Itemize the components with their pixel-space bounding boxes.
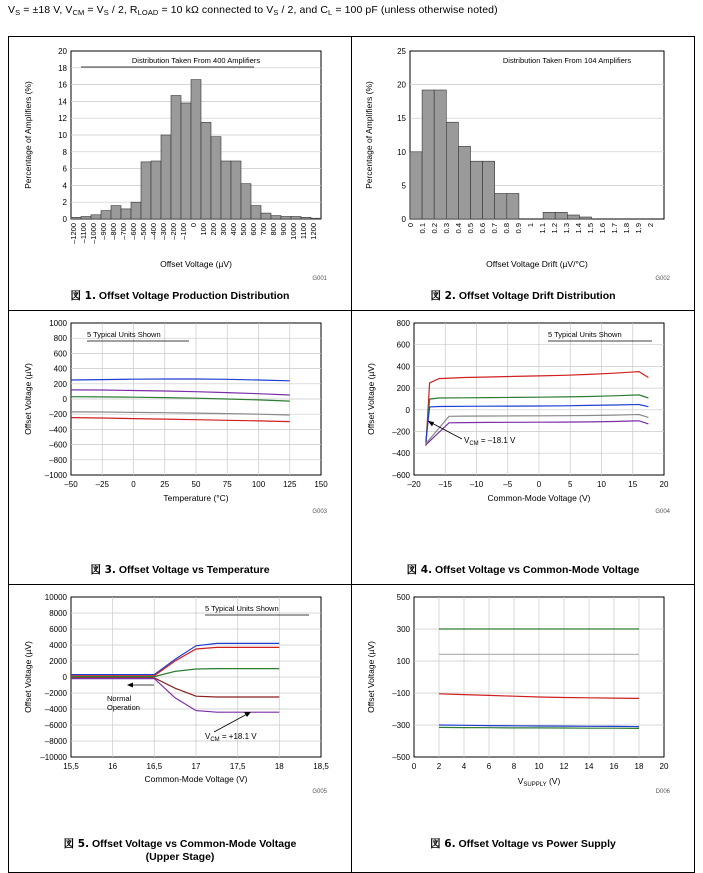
svg-text:–4000: –4000 xyxy=(44,705,67,715)
svg-text:15: 15 xyxy=(628,480,638,490)
chart-g005-callout-2: $V_{CM} = +18.1$ V xyxy=(205,732,257,744)
figure-cell-2 xyxy=(352,37,695,311)
svg-text:–200: –200 xyxy=(392,427,410,437)
svg-text:4000: 4000 xyxy=(49,641,67,651)
figure-caption-2 xyxy=(352,287,694,310)
figure-caption-6 xyxy=(352,835,694,858)
figure-title-4: Offset Voltage vs Common-Mode Voltage xyxy=(434,564,640,577)
svg-text:25: 25 xyxy=(397,47,406,56)
chart-g004 xyxy=(352,311,694,561)
svg-text:600: 600 xyxy=(396,340,410,350)
svg-text:–600: –600 xyxy=(129,223,138,240)
svg-text:14: 14 xyxy=(58,97,67,107)
svg-text:4: 4 xyxy=(461,762,467,772)
figure-cell-5 xyxy=(9,585,352,872)
svg-text:–8000: –8000 xyxy=(44,737,67,747)
figure-caption-1 xyxy=(9,287,351,310)
svg-text:–6000: –6000 xyxy=(44,721,67,731)
chart-g003-id: G003 xyxy=(312,509,327,516)
svg-text:2: 2 xyxy=(436,762,442,772)
svg-text:0: 0 xyxy=(189,223,198,228)
svg-text:8: 8 xyxy=(62,147,67,157)
svg-text:8: 8 xyxy=(511,762,517,772)
svg-text:–100: –100 xyxy=(179,223,188,240)
figure-number-1: 図 1. xyxy=(70,290,96,302)
svg-text:1.3: 1.3 xyxy=(562,223,571,234)
svg-text:0: 0 xyxy=(536,480,542,490)
figure-title-6: Offset Voltage vs Power Supply xyxy=(458,838,616,851)
svg-text:–700: –700 xyxy=(119,223,128,240)
svg-text:2: 2 xyxy=(646,223,655,228)
svg-text:1.4: 1.4 xyxy=(574,223,583,234)
svg-text:15: 15 xyxy=(397,114,406,124)
svg-text:6000: 6000 xyxy=(49,625,67,635)
chart-g002-xlabel: Offset Voltage Drift (µV/°C) xyxy=(486,259,588,269)
svg-text:6: 6 xyxy=(62,164,67,174)
chart-g005-callout-1b: Operation xyxy=(107,703,140,713)
figure-title-3: Offset Voltage vs Temperature xyxy=(118,564,270,577)
svg-text:20: 20 xyxy=(659,762,669,772)
svg-text:100: 100 xyxy=(199,223,208,236)
svg-text:0.3: 0.3 xyxy=(442,223,451,234)
svg-text:1000: 1000 xyxy=(289,223,298,240)
svg-text:1.6: 1.6 xyxy=(598,223,607,234)
svg-text:–15: –15 xyxy=(438,480,452,490)
svg-text:Offset Voltage (µV): Offset Voltage (µV) xyxy=(23,641,33,714)
svg-text:1.7: 1.7 xyxy=(610,223,619,234)
svg-text:15,5: 15,5 xyxy=(63,762,79,772)
svg-text:–10000: –10000 xyxy=(40,753,67,763)
svg-text:–900: –900 xyxy=(99,223,108,240)
svg-text:0: 0 xyxy=(406,223,415,228)
svg-text:0.7: 0.7 xyxy=(490,223,499,234)
svg-text:1000: 1000 xyxy=(49,319,67,329)
svg-text:10: 10 xyxy=(597,480,606,490)
figure-grid xyxy=(8,36,695,873)
chart-d006-id: D006 xyxy=(655,789,670,796)
svg-text:–600: –600 xyxy=(49,440,67,450)
svg-text:–400: –400 xyxy=(49,425,67,435)
figure-cell-6 xyxy=(352,585,695,872)
chart-g004-svg xyxy=(352,311,694,521)
svg-text:–300: –300 xyxy=(392,721,410,731)
svg-text:25: 25 xyxy=(160,480,170,490)
chart-g002-annotation: Distribution Taken From 104 Amplifiers xyxy=(502,56,632,65)
svg-text:17: 17 xyxy=(191,762,201,772)
svg-text:12: 12 xyxy=(559,762,569,772)
svg-text:–800: –800 xyxy=(49,455,67,465)
svg-text:600: 600 xyxy=(249,223,258,236)
figure-cell-3 xyxy=(9,311,352,585)
svg-text:900: 900 xyxy=(279,223,288,236)
svg-text:–500: –500 xyxy=(392,753,410,763)
svg-text:200: 200 xyxy=(209,223,218,236)
svg-text:–2000: –2000 xyxy=(44,689,67,699)
svg-text:17,5: 17,5 xyxy=(229,762,246,772)
chart-d006 xyxy=(352,585,694,835)
svg-text:100: 100 xyxy=(396,657,410,667)
svg-text:800: 800 xyxy=(396,319,410,329)
svg-text:20: 20 xyxy=(397,80,406,90)
figure-number-5: 図 5. xyxy=(63,838,90,851)
chart-g004-id: G004 xyxy=(655,509,670,516)
svg-text:0: 0 xyxy=(131,480,136,490)
chart-g001-svg xyxy=(9,37,351,287)
svg-text:–800: –800 xyxy=(109,223,118,240)
chart-g005-svg xyxy=(9,585,351,800)
svg-text:–5: –5 xyxy=(503,480,513,490)
svg-text:16: 16 xyxy=(108,762,118,772)
figure-number-3: 図 3. xyxy=(90,564,116,577)
chart-g003-annotation: 5 Typical Units Shown xyxy=(87,330,161,340)
figure-caption-3 xyxy=(9,561,351,584)
svg-text:700: 700 xyxy=(259,223,268,236)
svg-text:0.6: 0.6 xyxy=(478,223,487,234)
chart-g003 xyxy=(9,311,351,561)
svg-text:10000: 10000 xyxy=(44,593,67,603)
svg-text:0.4: 0.4 xyxy=(454,223,463,234)
figure-number-6: 図 6. xyxy=(430,838,456,851)
svg-text:–600: –600 xyxy=(392,471,410,481)
svg-text:18: 18 xyxy=(634,762,644,772)
figure-caption-5 xyxy=(9,835,351,871)
svg-text:50: 50 xyxy=(191,480,201,490)
svg-text:2000: 2000 xyxy=(49,657,67,667)
chart-g001-id: G001 xyxy=(312,276,327,282)
svg-text:–25: –25 xyxy=(95,480,109,490)
svg-text:–500: –500 xyxy=(139,223,148,240)
svg-text:800: 800 xyxy=(53,334,67,344)
svg-text:14: 14 xyxy=(584,762,594,772)
svg-text:0: 0 xyxy=(62,215,67,224)
svg-text:2: 2 xyxy=(62,198,67,208)
svg-text:1100: 1100 xyxy=(299,223,308,240)
svg-text:–1000: –1000 xyxy=(44,471,67,481)
figure-cell-1 xyxy=(9,37,352,311)
svg-text:12: 12 xyxy=(58,114,67,124)
chart-g002 xyxy=(352,37,694,287)
svg-text:125: 125 xyxy=(283,480,297,490)
svg-text:10: 10 xyxy=(58,131,67,140)
svg-text:150: 150 xyxy=(314,480,328,490)
figure-title-5b: (Upper Stage) xyxy=(145,851,215,864)
svg-text:1.2: 1.2 xyxy=(550,223,559,234)
svg-text:–10: –10 xyxy=(469,480,484,490)
svg-text:–1100: –1100 xyxy=(79,223,88,244)
chart-d006-svg xyxy=(352,585,694,800)
svg-text:1: 1 xyxy=(526,223,535,228)
svg-text:–200: –200 xyxy=(49,410,67,420)
svg-text:300: 300 xyxy=(219,223,228,236)
chart-g002-id: G002 xyxy=(655,276,670,282)
figure-number-4: 図 4. xyxy=(406,564,433,577)
svg-text:10: 10 xyxy=(534,762,544,772)
chart-g005-callout-1: Normal xyxy=(107,694,132,704)
svg-text:600: 600 xyxy=(53,349,67,359)
svg-text:20: 20 xyxy=(58,47,67,56)
svg-text:16,5: 16,5 xyxy=(146,762,163,772)
svg-text:–1000: –1000 xyxy=(89,223,98,244)
svg-text:1200: 1200 xyxy=(309,223,318,240)
svg-text:1.9: 1.9 xyxy=(634,223,643,234)
svg-text:16: 16 xyxy=(58,80,67,90)
svg-text:18,5: 18,5 xyxy=(313,762,329,772)
svg-text:–1200: –1200 xyxy=(69,223,78,244)
test-conditions-line: $V_S = \pm 18$ V, $V_{CM} = V_S / 2$, $R_{LOAD} = 10$ kΩ connected to $V_S / 2$, and $C_L = 100$ pF (unless otherwise noted) xyxy=(8,4,498,17)
svg-text:Offset Voltage (µV): Offset Voltage (µV) xyxy=(366,363,376,436)
figure-title-2: Offset Voltage Drift Distribution xyxy=(458,290,616,302)
svg-text:300: 300 xyxy=(396,625,410,635)
svg-text:400: 400 xyxy=(53,364,67,374)
svg-text:500: 500 xyxy=(239,223,248,236)
svg-text:18: 18 xyxy=(274,762,284,772)
chart-g002-svg xyxy=(352,37,694,287)
figure-number-2: 図 2. xyxy=(430,290,456,302)
svg-text:400: 400 xyxy=(396,362,410,372)
chart-g004-callout: $V_{CM} = -18.1$ V xyxy=(464,436,516,448)
svg-text:–300: –300 xyxy=(159,223,168,240)
chart-g005-id: G005 xyxy=(312,789,327,796)
svg-text:0.9: 0.9 xyxy=(514,223,523,234)
svg-text:0.2: 0.2 xyxy=(430,223,439,234)
svg-text:75: 75 xyxy=(222,480,232,490)
svg-text:–50: –50 xyxy=(64,480,78,490)
svg-text:Offset Voltage (µV): Offset Voltage (µV) xyxy=(366,641,376,714)
chart-g001-annotation: Distribution Taken From 400 Amplifiers xyxy=(131,56,261,65)
svg-text:–200: –200 xyxy=(169,223,178,240)
chart-g003-xlabel: Temperature (°C) xyxy=(163,493,229,504)
svg-text:0: 0 xyxy=(62,395,67,405)
svg-text:1.1: 1.1 xyxy=(538,223,547,234)
svg-text:0.8: 0.8 xyxy=(502,223,511,234)
chart-g003-svg xyxy=(9,311,351,521)
chart-g005 xyxy=(9,585,351,835)
svg-text:10: 10 xyxy=(397,147,406,157)
svg-text:200: 200 xyxy=(53,379,67,389)
svg-text:20: 20 xyxy=(659,480,669,490)
svg-text:0.1: 0.1 xyxy=(418,223,427,234)
svg-text:0: 0 xyxy=(62,673,67,683)
figure-cell-4 xyxy=(352,311,695,585)
svg-text:1.8: 1.8 xyxy=(622,223,631,234)
svg-text:Offset Voltage (µV): Offset Voltage (µV) xyxy=(23,363,33,436)
svg-text:18: 18 xyxy=(58,63,67,73)
svg-text:–400: –400 xyxy=(149,223,158,240)
svg-text:0.5: 0.5 xyxy=(466,223,475,234)
svg-text:16: 16 xyxy=(609,762,619,772)
svg-text:1.5: 1.5 xyxy=(586,223,595,234)
chart-g005-xlabel: Common-Mode Voltage (V) xyxy=(144,774,248,785)
svg-text:Percentage of Amplifiers (%): Percentage of Amplifiers (%) xyxy=(364,81,374,189)
chart-g004-xlabel: Common-Mode Voltage (V) xyxy=(487,493,591,504)
svg-text:6: 6 xyxy=(486,762,492,772)
svg-text:800: 800 xyxy=(269,223,278,236)
svg-text:5: 5 xyxy=(401,181,406,191)
chart-g005-annotation: 5 Typical Units Shown xyxy=(205,604,279,614)
svg-text:4: 4 xyxy=(62,181,67,191)
svg-text:100: 100 xyxy=(251,480,266,490)
svg-text:–100: –100 xyxy=(392,689,410,699)
svg-text:400: 400 xyxy=(229,223,238,236)
chart-g001-xlabel: Offset Voltage (µV) xyxy=(160,259,232,269)
figure-title-1: Offset Voltage Production Distribution xyxy=(98,290,290,302)
svg-text:0: 0 xyxy=(405,405,410,415)
svg-text:–20: –20 xyxy=(407,480,421,490)
chart-g001 xyxy=(9,37,351,287)
svg-text:500: 500 xyxy=(396,593,410,603)
figure-caption-4 xyxy=(352,561,694,584)
svg-text:200: 200 xyxy=(396,384,410,394)
svg-text:–400: –400 xyxy=(392,449,410,459)
chart-g004-annotation: 5 Typical Units Shown xyxy=(548,330,622,340)
svg-text:0: 0 xyxy=(401,215,406,224)
svg-text:0: 0 xyxy=(411,762,417,772)
chart-d006-xlabel: $V_{SUPPLY}$ (V) xyxy=(517,776,561,789)
figure-title-5: Offset Voltage vs Common-Mode Voltage xyxy=(91,838,297,851)
svg-text:Percentage of Amplifiers (%): Percentage of Amplifiers (%) xyxy=(23,81,33,189)
svg-text:8000: 8000 xyxy=(49,609,67,619)
svg-text:5: 5 xyxy=(568,480,573,490)
